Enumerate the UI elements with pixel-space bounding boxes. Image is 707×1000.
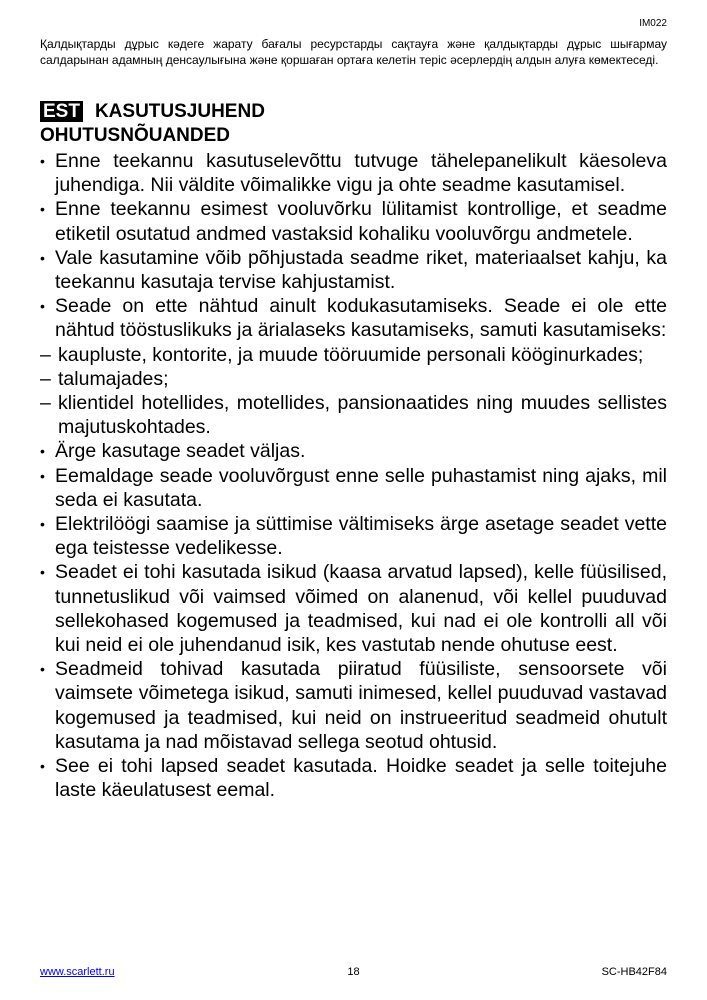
list-item: • Elektrilöögi saamise ja süttimise vältimiseks ärge asetage seadet vette ega teistesse vedelikesse. [40, 512, 667, 560]
list-item: – klientidel hotellides, motellides, pansionaatides ning muudes sellistes majutuskohtades. [40, 391, 667, 439]
section-title: OHUTUSNÕUANDED [40, 125, 230, 146]
list-item: – talumajades; [40, 367, 667, 391]
list-item: • Enne teekannu kasutuselevõttu tutvuge tähelepanelikult käesoleva juhendiga. Nii väldite võimalikke vigu ja ohte seadme kasutamisel. [40, 149, 667, 197]
website-link[interactable]: www.scarlett.ru [40, 966, 115, 978]
safety-list [40, 149, 667, 802]
intro-paragraph [40, 36, 667, 68]
manual-title: KASUTUSJUHEND [94, 101, 265, 122]
list-item: • Vale kasutamine võib põhjustada seadme riket, materiaalset kahju, ka teekannu kasutaja tervise kahjustamist. [40, 246, 667, 294]
list-item: • Eemaldage seade vooluvõrgust enne selle puhastamist ning ajaks, mil seda ei kasutata. [40, 464, 667, 512]
page-footer [40, 966, 667, 980]
list-item: • Seadmeid tohivad kasutada piiratud füüsiliste, sensoorsete või vaimsete võimetega isikud, samuti inimesed, kellel puuduvad vastavad kogemused ja teadmised, kui neid on instrueeritud seadmeid ohutult kasutama ja nad mõistavad sellega seotud ohtusid. [40, 657, 667, 754]
document-code: IM022 [639, 18, 667, 29]
language-badge: EST [40, 101, 83, 122]
list-item: • Seadet ei tohi kasutada isikud (kaasa arvatud lapsed), kelle füüsilised, tunnetuslikud või vaimsed võimed on alanenud, või kellel puuduvad sellekohased kogemused ja teadmised, kui nad ei ole kontrolli all või kui neid ei ole juhendanud isik, kes vastutab nende ohutuse eest. [40, 560, 667, 657]
list-item: • See ei tohi lapsed seadet kasutada. Hoidke seadet ja selle toitejuhe laste käeulatusest eemal. [40, 754, 667, 802]
list-item: • Seade on ette nähtud ainult kodukasutamiseks. Seade ei ole ette nähtud tööstuslikuks ja ärialaseks kasutamiseks, samuti kasutamiseks: [40, 294, 667, 342]
intro-text: Қалдықтарды дұрыс кәдеге жарату бағалы ресурстарды сақтауға және қалдықтарды дұрыс шығармау салдарынан адамның денсаулығына және қоршаған ортаға келетін теріс әсерлердің алдын алуға көмектеседі. [40, 37, 667, 67]
list-item: – kaupluste, kontorite, ja muude tööruumide personali kööginurkades; [40, 343, 667, 367]
model-number: SC-HB42F84 [601, 966, 667, 978]
list-item: • Enne teekannu esimest vooluvõrku lülitamist kontrollige, et seadme etiketil osutatud andmed vastaksid kohaliku vooluvõrgu andmetele. [40, 197, 667, 245]
page-number: 18 [347, 966, 360, 978]
list-item: • Ärge kasutage seadet väljas. [40, 439, 667, 463]
manual-heading [40, 100, 265, 124]
